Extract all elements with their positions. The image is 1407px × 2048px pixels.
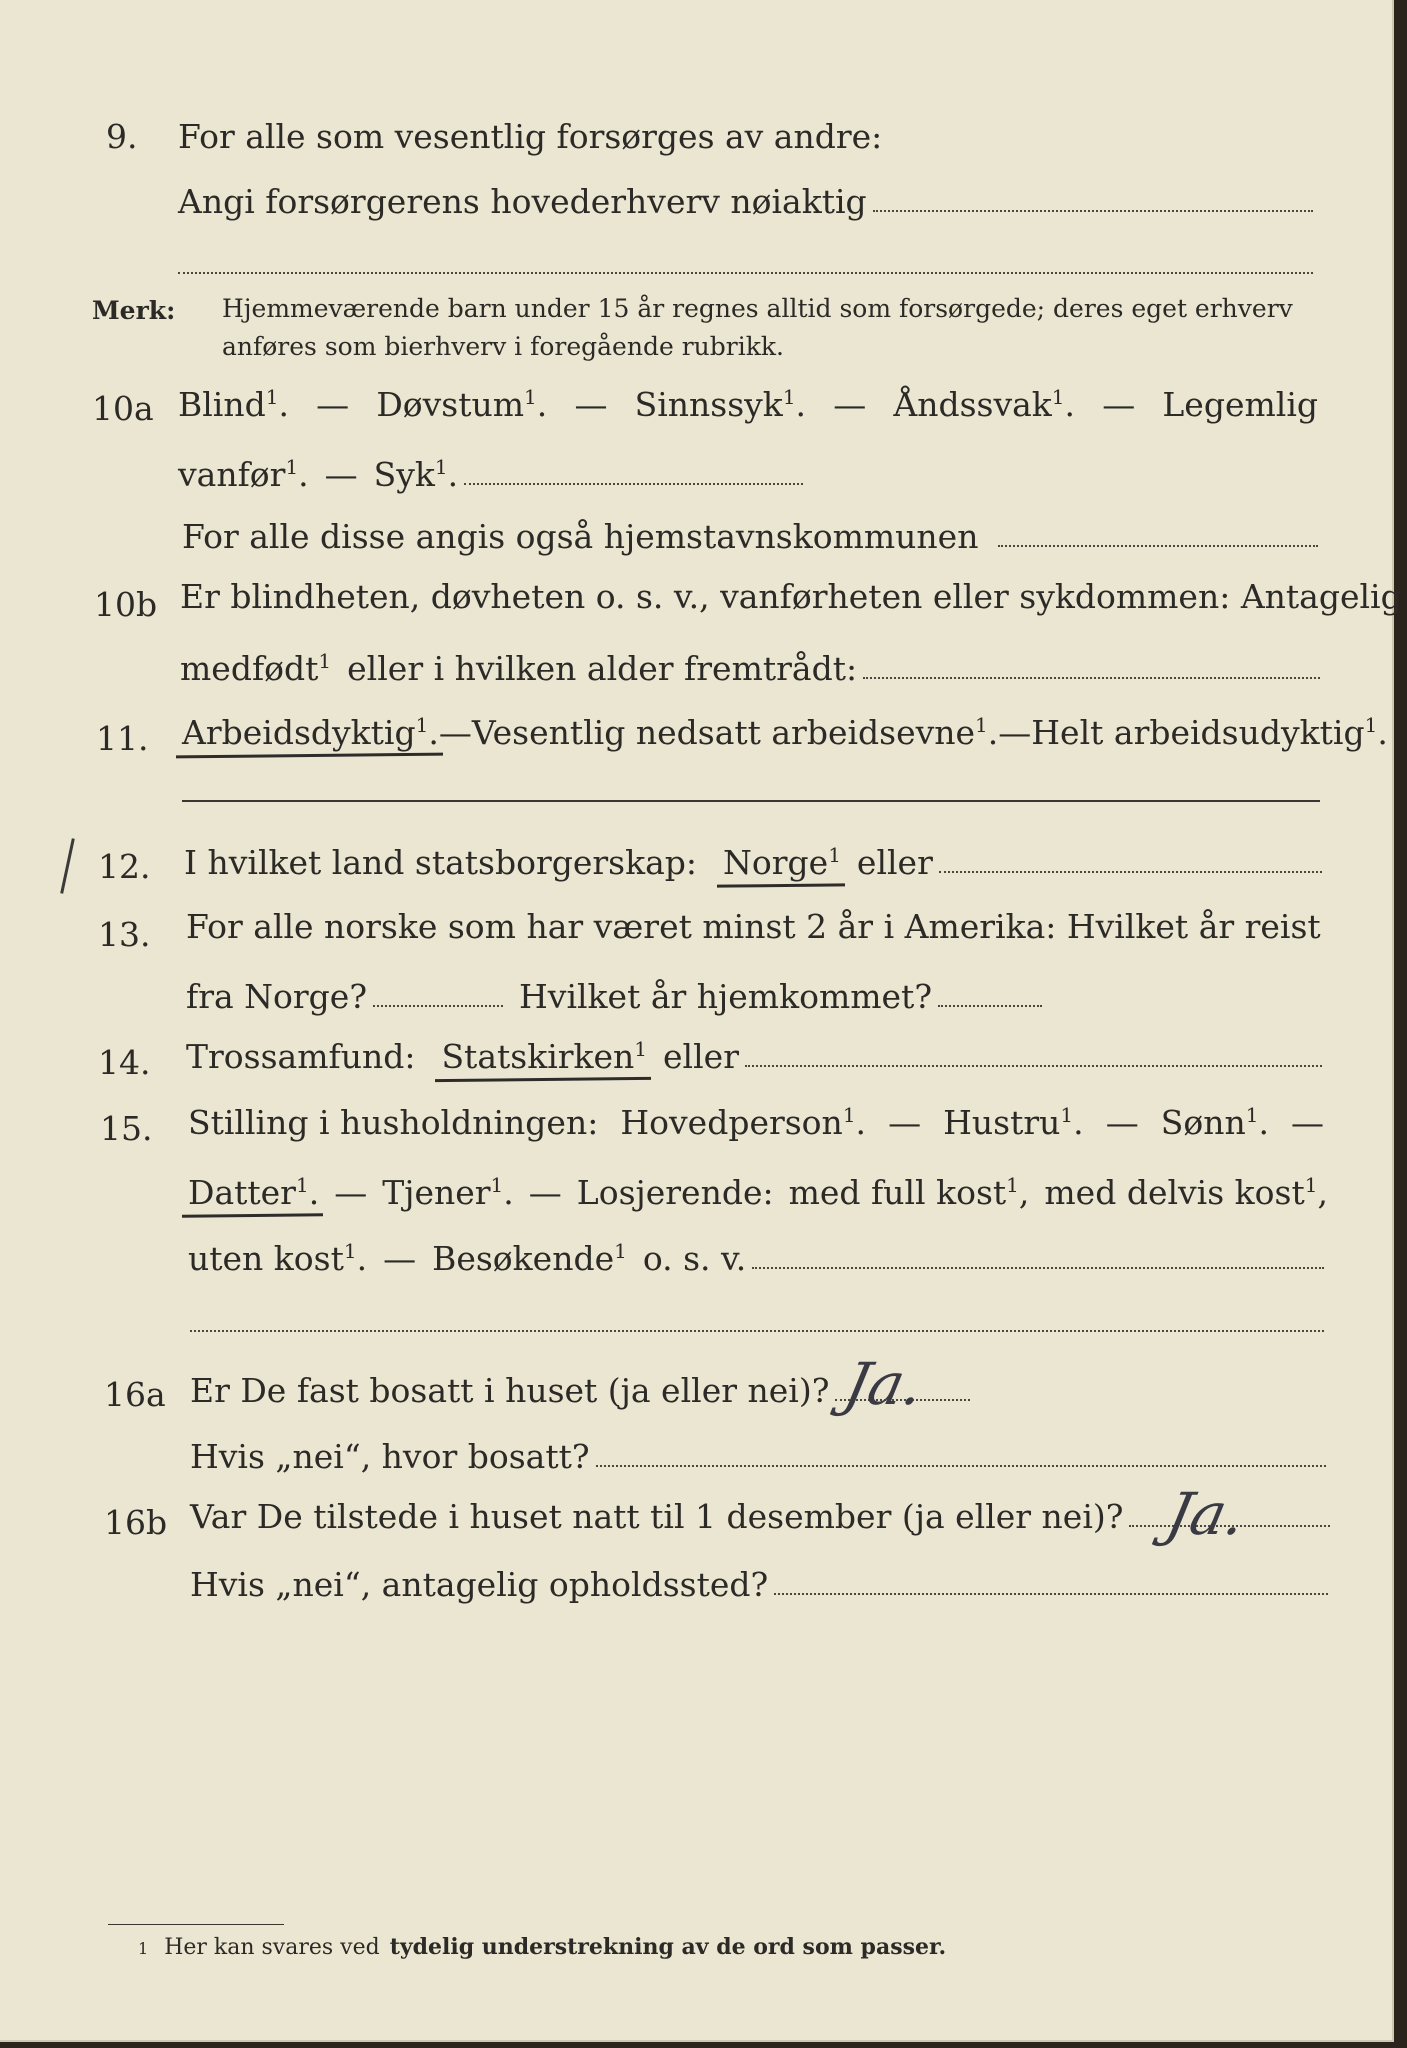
footnote-ref: 1 <box>1304 1173 1318 1197</box>
option-syk[interactable]: Syk <box>373 455 435 494</box>
question-number-10a: 10a <box>92 389 154 428</box>
q10a-line-1: Blind$^1$. — Døvstum$^1$. — Sinnssyk$^1$. — Åndssvak$^1$. — Legemlig <box>178 385 1318 424</box>
footnote-ref: 1 <box>782 385 796 409</box>
footnote-ref: 1 <box>490 1173 504 1197</box>
q11-line-1: Arbeidsdyktig$^1$. — Vesentlig nedsatt arbeidsevne$^1$. — Helt arbeidsudyktig$^1$. <box>182 713 1388 752</box>
footnote-text: Her kan svares ved <box>164 1935 380 1960</box>
q15-losjerende: Losjerende: <box>576 1173 774 1212</box>
q13-fra-norge: fra Norge? <box>186 977 368 1016</box>
question-number-14: 14. <box>98 1043 151 1082</box>
option-delvis-kost[interactable]: med delvis kost <box>1044 1173 1305 1212</box>
footnote-ref: 1 <box>975 713 988 737</box>
q15-line-1: Stilling i husholdningen: Hovedperson$^1$. — Hustru$^1$. — Sønn$^1$. — <box>188 1103 1324 1142</box>
q16a-residence-field[interactable] <box>596 1465 1326 1467</box>
separator-dash: — <box>833 385 867 424</box>
q9-text-1: For alle som vesentlig forsørges av andre: <box>178 117 883 156</box>
q9-line-2 <box>178 182 1313 221</box>
q14-other-faith-field[interactable] <box>745 1065 1322 1067</box>
merk-line-1: Hjemmeværende barn under 15 år regnes alltid som forsørgede; deres eget erhverv <box>222 294 1293 323</box>
handwritten-answer-16a: Ja. <box>838 1350 930 1418</box>
footnote-ref: 1 <box>434 455 448 479</box>
handwritten-check-mark <box>60 838 75 893</box>
q13-hjemkommet: Hvilket år hjemkommet? <box>519 977 933 1016</box>
option-datter-underlined[interactable]: Datter$^1$. <box>188 1173 320 1212</box>
footnote-ref: 1 <box>295 1173 309 1197</box>
option-statskirken-underlined[interactable] <box>441 1037 648 1076</box>
question-number-15: 15. <box>100 1109 153 1148</box>
q16a-text-1: Er De fast bosatt i huset (ja eller nei)? <box>190 1371 830 1410</box>
q12-eller: eller <box>856 843 933 882</box>
separator-dash: — <box>383 1239 417 1278</box>
option-besokende[interactable]: Besøkende <box>432 1239 615 1278</box>
q16b-text-1: Var De tilstede i huset natt til 1 desember (ja eller nei)? <box>190 1497 1124 1536</box>
option-medfodt[interactable]: medfødt <box>180 649 319 688</box>
footnote-ref: 1 <box>285 455 299 479</box>
q15-line-3: uten kost$^1$. — Besøkende$^1$ o. s. v. <box>188 1242 1324 1275</box>
separator-dash: — <box>888 1103 922 1142</box>
footnote-bold-text: tydelig understrekning av de ord som passer. <box>389 1934 947 1960</box>
q16b-line-1 <box>190 1497 1330 1536</box>
q10a-line-2: vanfør$^1$. — Syk$^1$. <box>178 458 803 491</box>
option-sonn[interactable]: Sønn <box>1160 1103 1246 1142</box>
option-datter: Datter <box>188 1173 296 1212</box>
separator-dash: — <box>316 385 350 424</box>
option-blind[interactable]: Blind <box>178 385 266 424</box>
q13-return-year-field[interactable] <box>938 1005 1042 1007</box>
footnote-ref: 1 <box>1051 385 1065 409</box>
option-andssvak[interactable]: Åndssvak <box>893 385 1052 424</box>
option-statskirken: Statskirken <box>441 1037 635 1076</box>
q12-text: I hvilket land statsborgerskap: <box>184 843 698 882</box>
q12-other-country-field[interactable] <box>939 871 1322 873</box>
footnote-ref: 1 <box>524 385 537 409</box>
footnote-ref: 1 <box>1245 1103 1259 1127</box>
q13-departure-year-field[interactable] <box>373 1005 503 1007</box>
question-number-10b: 10b <box>94 585 158 624</box>
separator-dash: — <box>574 385 608 424</box>
footnote-ref: 1 <box>1364 713 1378 737</box>
separator-dash: — <box>1291 1103 1324 1142</box>
q12-line-1 <box>184 843 1322 882</box>
footnote-ref: 1 <box>842 1103 856 1127</box>
option-arbeidsdyktig: Arbeidsdyktig <box>182 713 416 752</box>
question-number-13: 13. <box>98 915 151 954</box>
footnote: 1 Her kan svares ved tydelig understrekning av de ord som passer. <box>138 1934 947 1960</box>
q15-osv: o. s. v. <box>642 1239 747 1278</box>
separator-dash: — <box>438 713 472 752</box>
merk-line-2: anføres som bierhverv i foregående rubrikk. <box>222 332 784 361</box>
q10b-text-2: eller i hvilken alder fremtrådt: <box>347 649 858 688</box>
q10b-age-field[interactable] <box>863 677 1320 679</box>
option-hovedperson[interactable]: Hovedperson <box>620 1103 843 1142</box>
footnote-ref: 1 <box>318 649 332 673</box>
option-full-kost[interactable]: med full kost <box>788 1173 1007 1212</box>
q14-text: Trossamfund: <box>186 1037 416 1076</box>
separator-dash: — <box>1102 385 1136 424</box>
option-sinnssyk[interactable]: Sinnssyk <box>634 385 783 424</box>
merk-label: Merk: <box>92 296 176 325</box>
q9-answer-field[interactable] <box>873 210 1313 212</box>
q16b-line-2 <box>190 1565 1328 1604</box>
q9-line-1 <box>178 117 883 156</box>
q15-line-2: Datter$^1$. — Tjener$^1$. — Losjerende: med full kost$^1$, med delvis kost$^1$, <box>188 1173 1328 1212</box>
footnote-ref: 1 <box>614 1239 627 1263</box>
q16b-location-field[interactable] <box>774 1593 1328 1595</box>
footnote-rule <box>108 1924 284 1925</box>
handwritten-answer-16b: Ja. <box>1160 1480 1252 1548</box>
separator-dash: — <box>324 455 358 494</box>
q10a-syk-field[interactable] <box>464 483 803 485</box>
separator-dash: — <box>1105 1103 1139 1142</box>
question-number-9: 9. <box>106 117 138 156</box>
q10a-text-3: For alle disse angis også hjemstavnskommunen <box>182 517 979 556</box>
option-hustru[interactable]: Hustru <box>943 1103 1061 1142</box>
question-number-11: 11. <box>96 719 149 758</box>
q13-line-2 <box>186 977 1042 1016</box>
option-arbeidsdyktig-underlined[interactable]: Arbeidsdyktig$^1$. <box>182 713 439 752</box>
q16b-text-2: Hvis „nei“, antagelig opholdssted? <box>190 1565 769 1604</box>
option-vanfor[interactable]: vanfør <box>178 455 286 494</box>
option-uten-kost[interactable]: uten kost <box>188 1239 344 1278</box>
q9-text-2: Angi forsørgerens hovederhverv nøiaktig <box>178 182 867 221</box>
q15-text: Stilling i husholdningen: <box>188 1103 599 1142</box>
separator-dash: — <box>528 1173 562 1212</box>
merk-text-1 <box>222 296 1293 321</box>
q14-eller: eller <box>663 1037 739 1076</box>
merk-text-2 <box>222 334 784 359</box>
option-norge: Norge <box>723 843 829 882</box>
question-number-16b: 16b <box>104 1503 168 1542</box>
q15-other-field[interactable] <box>752 1267 1324 1269</box>
q10b-line-2 <box>180 649 1320 688</box>
q10a-line-3 <box>182 517 1318 556</box>
q11-answer-line[interactable] <box>182 800 1320 802</box>
option-vesentlig-nedsatt[interactable]: Vesentlig nedsatt arbeidsevne <box>471 713 976 752</box>
q15-answer-field-2[interactable] <box>190 1330 1324 1332</box>
footnote-ref: 1 <box>415 713 429 737</box>
footnote-ref: 1 <box>828 843 841 867</box>
option-norge-underlined[interactable] <box>723 843 841 882</box>
q14-line-1 <box>186 1037 1322 1076</box>
separator-dash: — <box>998 713 1032 752</box>
q16a-line-2 <box>190 1437 1326 1476</box>
option-tjener[interactable]: Tjener <box>382 1173 491 1212</box>
separator-dash: — <box>334 1173 368 1212</box>
option-helt-arbeidsudyktig[interactable]: Helt arbeidsudyktig <box>1031 713 1365 752</box>
q13-text-1: For alle norske som har været minst 2 år i Amerika: Hvilket år reist <box>186 907 1321 946</box>
q16a-text-2: Hvis „nei“, hvor bosatt? <box>190 1437 590 1476</box>
q13-line-1 <box>186 907 1322 946</box>
footnote-ref: 1 <box>1060 1103 1074 1127</box>
option-legemlig[interactable]: Legemlig <box>1162 385 1318 424</box>
footnote-ref: 1 <box>1006 1173 1019 1197</box>
q10b-text-1: Er blindheten, døvheten o. s. v., vanførheten eller sykdommen: Antagelig <box>180 577 1402 616</box>
footnote-ref: 1 <box>634 1037 648 1061</box>
footnote-ref: 1 <box>265 385 279 409</box>
option-dovstum[interactable]: Døvstum <box>376 385 525 424</box>
question-number-12: 12. <box>98 847 151 886</box>
footnote-ref: 1 <box>343 1239 357 1263</box>
hjemstavnskommune-field[interactable] <box>998 545 1318 547</box>
q10b-line-1 <box>180 577 1402 616</box>
q9-answer-field-2[interactable] <box>178 272 1313 274</box>
question-number-16a: 16a <box>104 1375 166 1414</box>
